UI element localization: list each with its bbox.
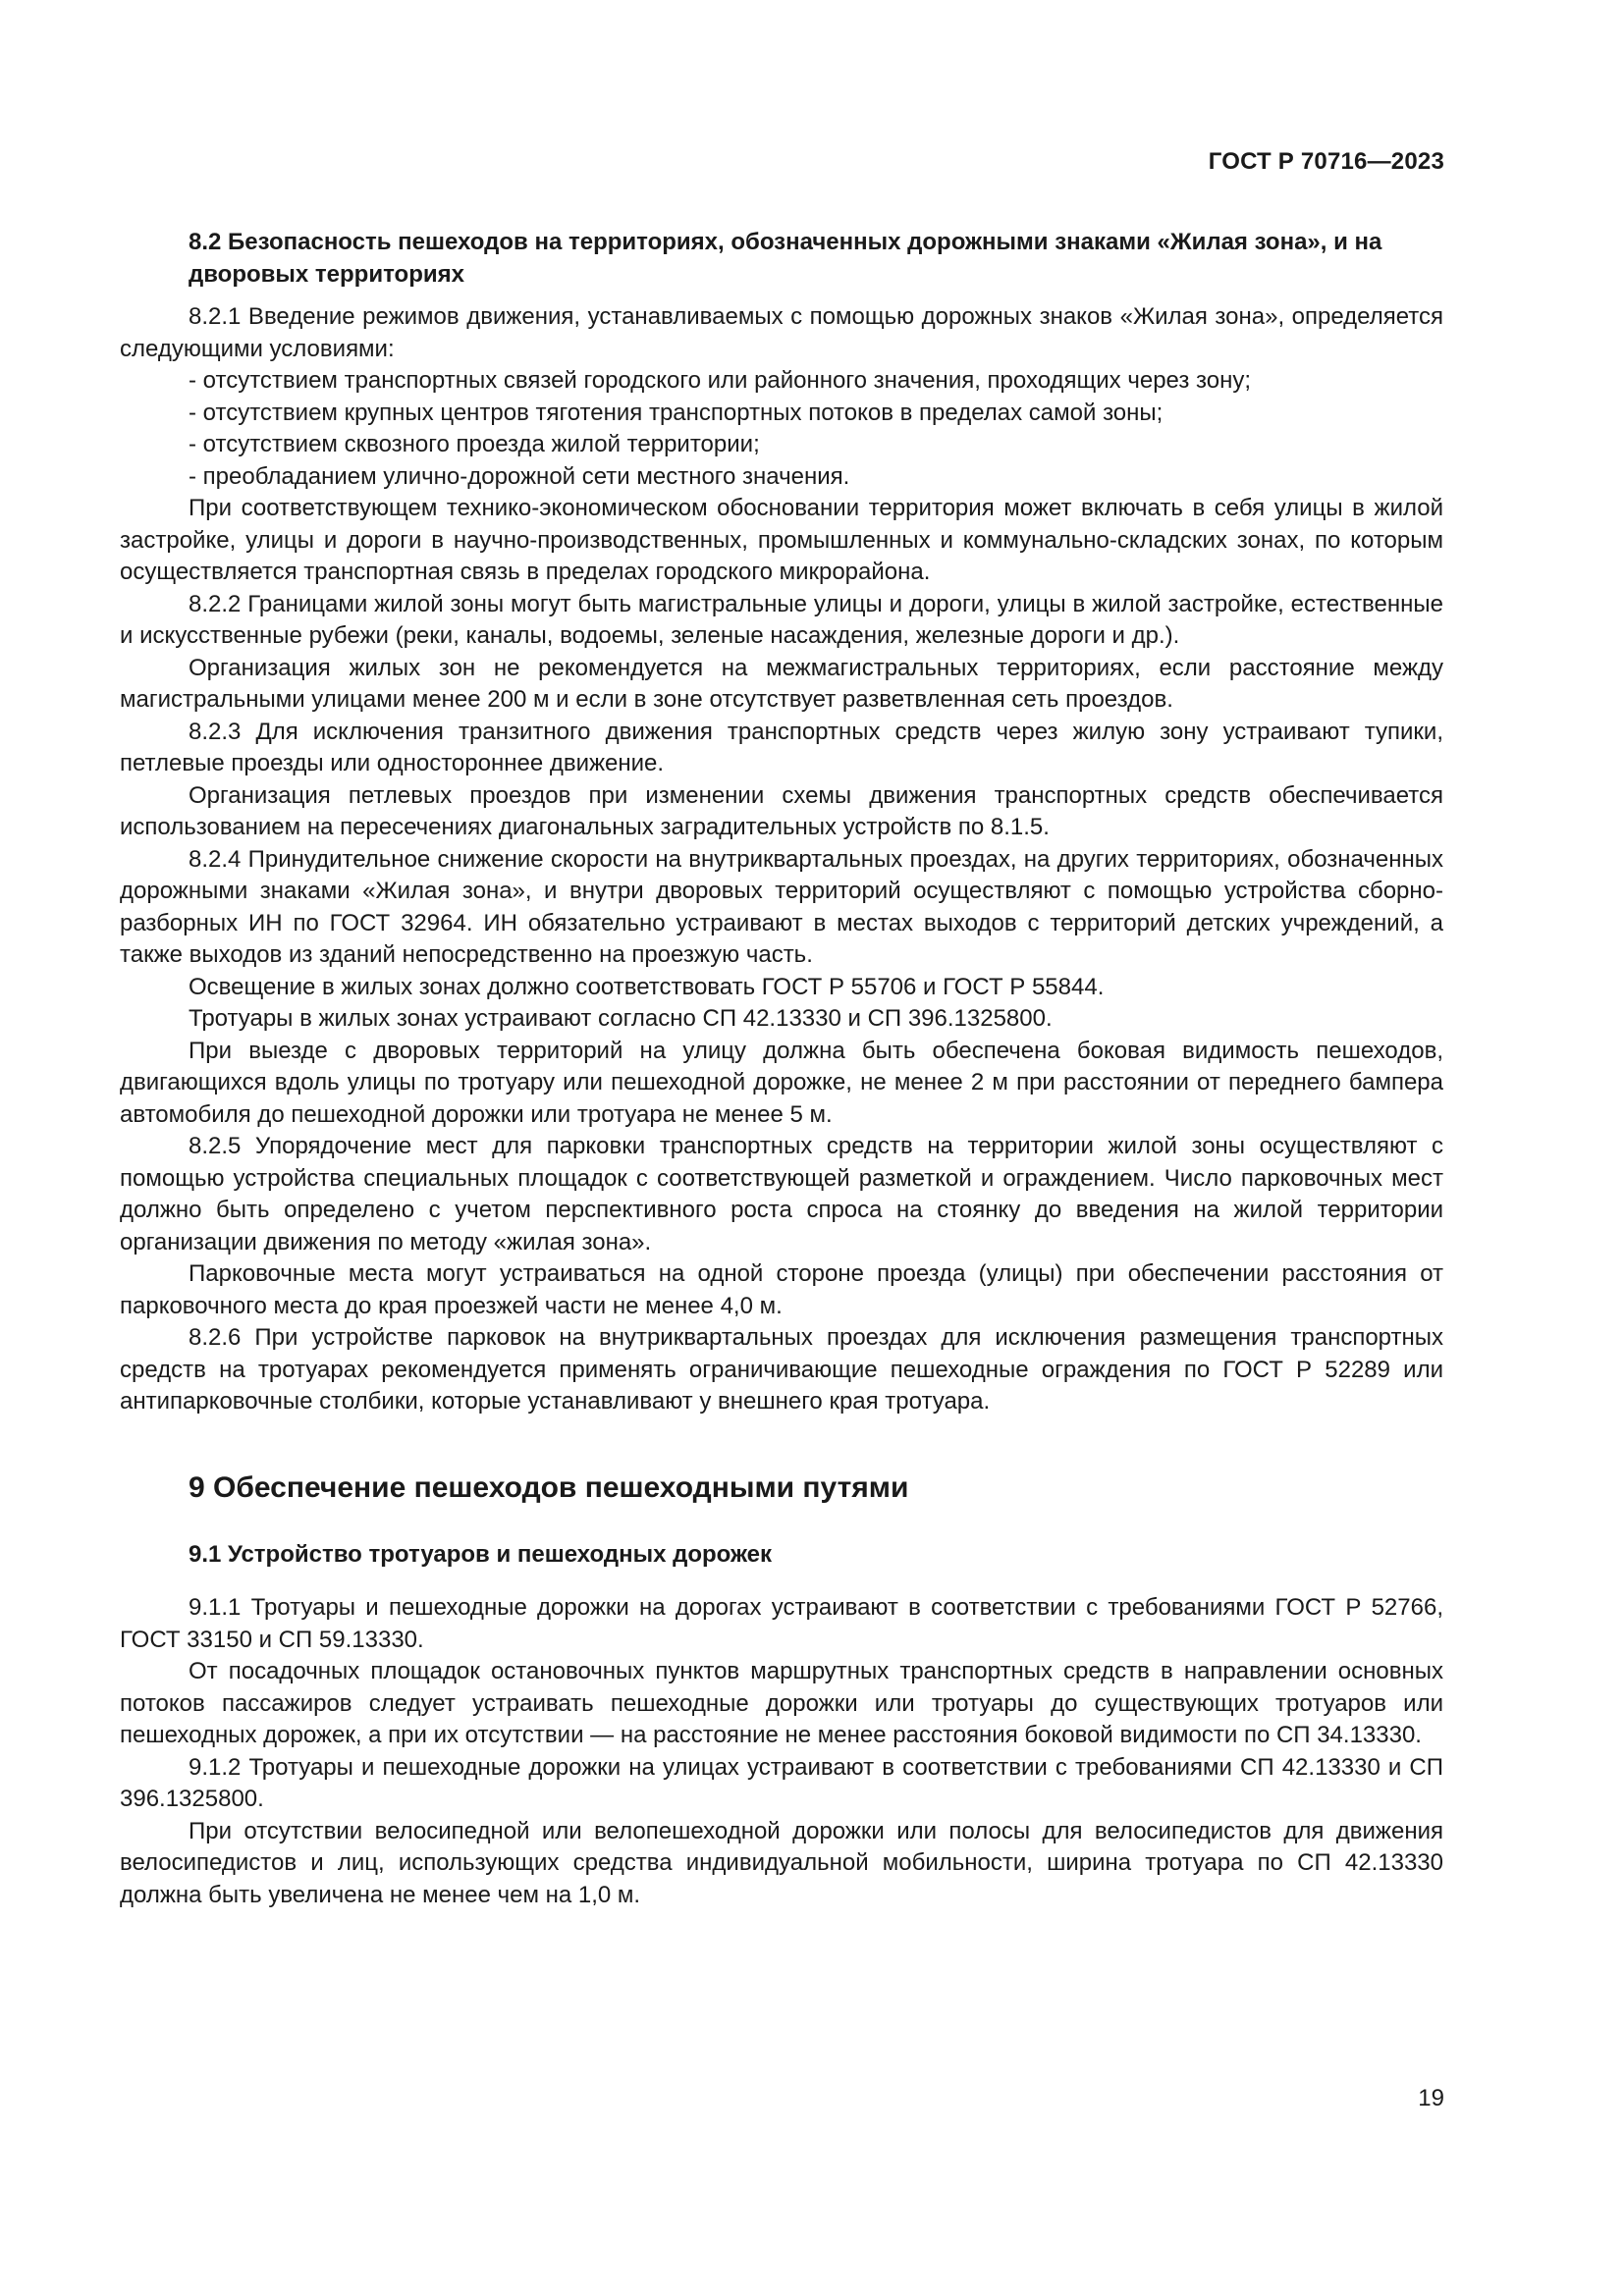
paragraph: При отсутствии велосипедной или велопешеходной дорожки или полосы для велосипедистов для движения велосипедистов и лиц, использующих средства индивидуальной мобильности, ширина тротуара по СП 42.13330 должна быть увеличена не менее чем на 1,0 м. [120,1817,1443,1908]
paragraph-8-2-4: 8.2.4 Принудительное снижение скорости на внутриквартальных проездах, на других территориях, обозначенных дорожными знаками «Жилая зона», и внутри дворовых территорий осуществляют с помощью устройства сборно-разборных ИН по ГОСТ 32964. ИН обязательно устраивают в местах выходов с территорий детских учреждений, а также выходов из зданий непосредственно на проезжую часть. [120,845,1443,968]
section-8-2-title: 8.2 Безопасность пешеходов на территориях, обозначенных дорожными знаками «Жилая зона», и на дворовых территориях [189,229,1382,288]
list-item: - отсутствием крупных центров тяготения транспортных потоков в пределах самой зоны; [189,399,1164,426]
list-item: - преобладанием улично-дорожной сети местного значения. [189,462,850,490]
list-item: - отсутствием транспортных связей городского или районного значения, проходящих через зону; [189,367,1252,394]
paragraph-8-2-1: 8.2.1 Введение режимов движения, устанавливаемых с помощью дорожных знаков «Жилая зона», определяется следующими условиями: [120,303,1443,362]
paragraph: Тротуары в жилых зонах устраивают согласно СП 42.13330 и СП 396.1325800. [189,1005,1053,1032]
page-content [120,227,1443,1911]
page-number: 19 [1418,2085,1444,2111]
paragraph: При соответствующем технико-экономическом обосновании территория может включать в себя улицы в жилой застройке, улицы и дороги в научно-производственных, промышленных и коммунально-складских зонах, по которым осуществляется транспортная связь в пределах городского микрорайона. [120,495,1443,585]
paragraph: Освещение в жилых зонах должно соответствовать ГОСТ Р 55706 и ГОСТ Р 55844. [189,973,1105,1000]
paragraph-8-2-2: 8.2.2 Границами жилой зоны могут быть магистральные улицы и дороги, улицы в жилой застройке, естественные и искусственные рубежи (реки, каналы, водоемы, зеленые насаждения, железные дороги и др.). [120,590,1443,649]
paragraph: Организация жилых зон не рекомендуется на межмагистральных территориях, если расстояние между магистральными улицами менее 200 м и если в зоне отсутствует разветвленная сеть проездов. [120,654,1443,713]
paragraph: От посадочных площадок остановочных пунктов маршрутных транспортных средств в направлении основных потоков пассажиров следует устраивать пешеходные дорожки или тротуары до существующих тротуаров или пешеходных дорожек, а при их отсутствии — на расстояние не менее расстояния боковой видимости по СП 34.13330. [120,1658,1443,1748]
paragraph: При выезде с дворовых территорий на улицу должна быть обеспечена боковая видимость пешеходов, двигающихся вдоль улицы по тротуару или пешеходной дорожке, не менее 2 м при расстоянии от переднего бампера автомобиля до пешеходной дорожки или тротуара не менее 5 м. [120,1037,1443,1128]
paragraph: Парковочные места могут устраиваться на одной стороне проезда (улицы) при обеспечении расстояния от парковочного места до края проезжей части не менее 4,0 м. [120,1260,1443,1319]
paragraph: Организация петлевых проездов при изменении схемы движения транспортных средств обеспечивается использованием на пересечениях диагональных заградительных устройств по 8.1.5. [120,781,1443,840]
section-9-title: 9 Обеспечение пешеходов пешеходными путями [189,1470,909,1504]
document-header-id: ГОСТ Р 70716—2023 [1208,148,1444,175]
list-item: - отсутствием сквозного проезда жилой территории; [189,431,760,457]
paragraph-9-1-1: 9.1.1 Тротуары и пешеходные дорожки на дорогах устраивают в соответствии с требованиями ГОСТ Р 52766, ГОСТ 33150 и СП 59.13330. [120,1594,1443,1653]
section-9-1-title: 9.1 Устройство тротуаров и пешеходных дорожек [189,1540,773,1568]
paragraph-8-2-6: 8.2.6 При устройстве парковок на внутриквартальных проездах для исключения размещения транспортных средств на тротуарах рекомендуется применять ограничивающие пешеходные ограждения по ГОСТ Р 52289 или антипарковочные столбики, которые устанавливают у внешнего края тротуара. [120,1324,1443,1415]
paragraph-8-2-5: 8.2.5 Упорядочение мест для парковки транспортных средств на территории жилой зоны осуществляют с помощью устройства специальных площадок с соответствующей разметкой и ограждением. Число парковочных мест должно быть определено с учетом перспективного роста спроса на стоянку до введения на жилой территории организации движения по методу «жилая зона». [120,1133,1443,1255]
paragraph-9-1-2: 9.1.2 Тротуары и пешеходные дорожки на улицах устраивают в соответствии с требованиями СП 42.13330 и СП 396.1325800. [120,1753,1443,1812]
paragraph-8-2-3: 8.2.3 Для исключения транзитного движения транспортных средств через жилую зону устраивают тупики, петлевые проезды или одностороннее движение. [120,718,1443,776]
